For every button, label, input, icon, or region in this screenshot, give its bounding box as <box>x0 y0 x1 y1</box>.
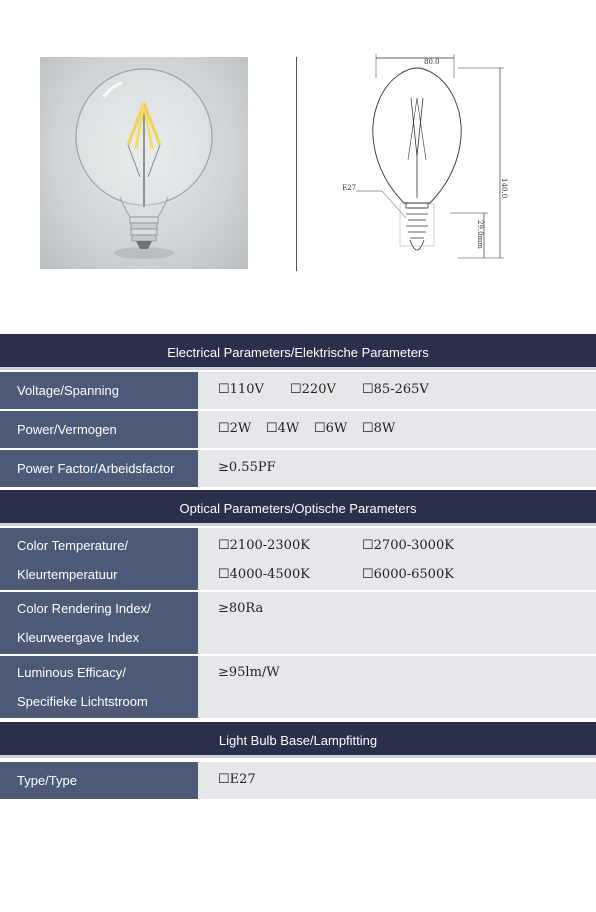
row-label: Power/Vermogen <box>0 411 198 448</box>
option-checkbox[interactable]: ☐2W <box>218 421 252 436</box>
power-factor-value: ≥0.55PF <box>218 460 276 475</box>
row-label: Type/Type <box>0 762 198 799</box>
row-label <box>0 528 198 590</box>
bulb-photo <box>40 57 248 269</box>
row-value <box>198 592 596 654</box>
bulb-dimension-drawing <box>338 48 518 268</box>
section-header-electrical <box>0 334 596 370</box>
option-checkbox[interactable]: ☐2700-3000K <box>362 538 454 553</box>
section-title: Light Bulb Base/Lampfitting <box>218 732 378 748</box>
row-label <box>0 592 198 654</box>
row-value <box>198 411 596 448</box>
efficacy-value: ≥95lm/W <box>218 665 280 680</box>
section-header-base <box>0 722 596 758</box>
label-line: Kleurweergave Index <box>17 630 140 645</box>
option-checkbox[interactable]: ☐E27 <box>218 772 256 787</box>
option-checkbox[interactable]: ☐85-265V <box>362 382 429 397</box>
divider-line <box>296 57 297 271</box>
option-checkbox[interactable]: ☐2100-2300K <box>218 538 310 553</box>
row-label <box>0 656 198 718</box>
label-line: Color Temperature/ <box>17 538 129 553</box>
width-dimension: 80.0 <box>424 58 440 66</box>
option-checkbox[interactable]: ☐4W <box>266 421 300 436</box>
label-line: Specifieke Lichtstroom <box>17 694 148 709</box>
row-voltage <box>0 372 596 409</box>
section-header-optical <box>0 490 596 526</box>
cri-value: ≥80Ra <box>218 601 264 616</box>
row-value <box>198 528 596 590</box>
row-luminous-efficacy <box>0 656 596 718</box>
label-line: Color Rendering Index/ <box>17 601 151 616</box>
row-value <box>198 450 596 487</box>
row-power-factor <box>0 450 596 487</box>
option-checkbox[interactable]: ☐8W <box>362 421 396 436</box>
label-line: Kleurtemperatuur <box>17 567 118 582</box>
height-dimension: 140.0 <box>500 178 508 199</box>
row-type <box>0 762 596 799</box>
row-label: Voltage/Spanning <box>0 372 198 409</box>
option-checkbox[interactable]: ☐4000-4500K <box>218 567 310 582</box>
option-checkbox[interactable]: ☐6000-6500K <box>362 567 454 582</box>
base-dimension: 29.0mm <box>476 220 484 249</box>
section-title: Electrical Parameters/Elektrische Parameters <box>167 344 429 360</box>
option-checkbox[interactable]: ☐6W <box>314 421 348 436</box>
option-checkbox[interactable]: ☐220V <box>290 382 336 397</box>
row-value <box>198 762 596 799</box>
row-label: Power Factor/Arbeidsfactor <box>0 450 198 487</box>
row-value <box>198 372 596 409</box>
row-color-rendering-index <box>0 592 596 654</box>
row-power <box>0 411 596 448</box>
section-title: Optical Parameters/Optische Parameters <box>179 500 417 516</box>
base-callout-label: E27 <box>342 184 357 192</box>
row-color-temperature <box>0 528 596 590</box>
option-checkbox[interactable]: ☐110V <box>218 382 264 397</box>
row-value <box>198 656 596 718</box>
label-line: Luminous Efficacy/ <box>17 665 126 680</box>
